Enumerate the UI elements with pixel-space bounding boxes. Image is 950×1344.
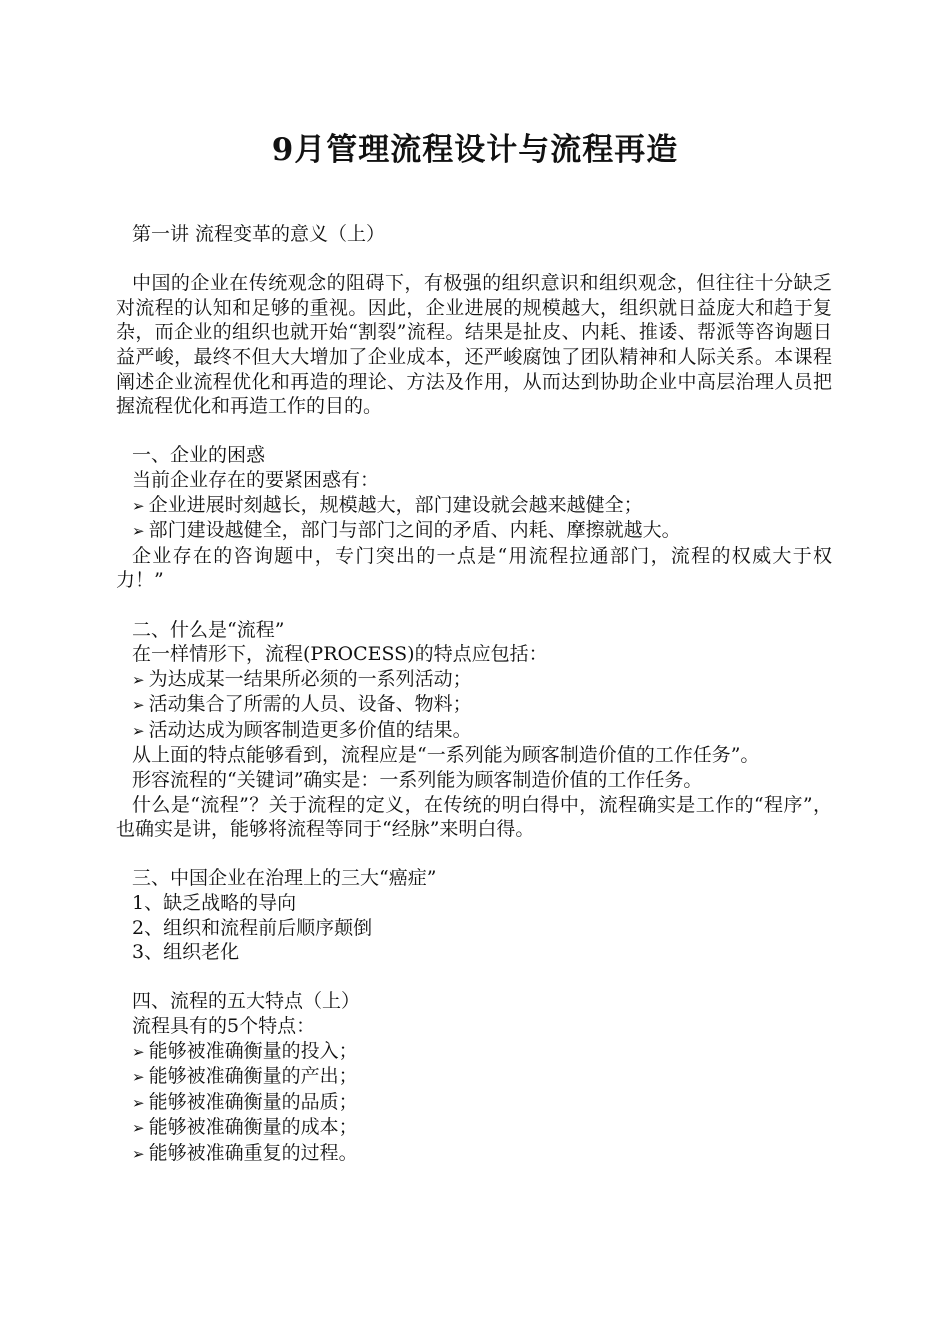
list-item: [116, 718, 832, 744]
list-item: [116, 1090, 832, 1116]
list-item: [116, 692, 832, 718]
list-item-text: 能够被准确衡量的产出；: [148, 1065, 358, 1088]
section4-heading: 四、流程的五大特点（上）: [132, 990, 361, 1013]
spacer: [116, 842, 832, 867]
section3-heading: 三、中国企业在治理上的三大“癌症”: [132, 867, 437, 890]
section2-paragraph: 什么是“流程”？关于流程的定义，在传统的明白得中，流程确实是工作的“程序”，也确实是讲，能够将流程等同于“经脉”来明白得。: [116, 793, 832, 841]
arrow-bullet-icon: ➢: [132, 1119, 145, 1138]
section4-lead: 流程具有的5个特点：: [132, 1015, 316, 1037]
spacer: [116, 419, 832, 444]
list-item: [116, 1115, 832, 1141]
list-item-text: 能够被准确重复的过程。: [148, 1141, 358, 1164]
list-item: 2、组织和流程前后顺序颠倒: [132, 916, 373, 939]
arrow-bullet-icon: ➢: [132, 1144, 145, 1163]
arrow-bullet-icon: ➢: [132, 496, 145, 515]
list-item: [116, 1064, 832, 1090]
arrow-bullet-icon: ➢: [132, 1042, 145, 1061]
document-body: [116, 222, 832, 1167]
spacer: [116, 247, 832, 272]
list-item-text: 能够被准确衡量的投入；: [148, 1039, 358, 1062]
list-item: 1、缺乏战略的导向: [132, 892, 297, 915]
intro-paragraph: 中国的企业在传统观念的阻碍下，有极强的组织意识和组织观念，但往往十分缺乏对流程的认知和足够的重视。因此，企业进展的规模越大，组织就日益庞大和趋于复杂，而企业的组织也就开始“割裂”流程。结果是扯皮、内耗、推诿、帮派等咨询题日益严峻，最终不但大大增加了企业成本，还严峻腐蚀了团队精神和人际关系。本课程阐述企业流程优化和再造的理论、方法及作用，从而达到协助企业中高层治理人员把握流程优化和再造工作的目的。: [116, 272, 832, 418]
list-item: [116, 667, 832, 693]
arrow-bullet-icon: ➢: [132, 696, 145, 715]
section1-lead: 当前企业存在的要紧困惑有：: [132, 468, 380, 491]
list-item: [116, 493, 832, 519]
list-item-text: 能够被准确衡量的成本；: [148, 1116, 358, 1139]
spacer: [116, 593, 832, 618]
list-item: [116, 518, 832, 544]
list-item: [116, 1039, 832, 1065]
section1-conclusion: 企业存在的咨询题中，专门突出的一点是“用流程拉通部门，流程的权威大于权力！”: [116, 544, 832, 592]
list-item-text: 企业进展时刻越长，规模越大，部门建设就会越来越健全；: [148, 493, 643, 516]
section2-paragraph: 从上面的特点能够看到，流程应是“一系列能为顾客制造价值的工作任务”。: [132, 744, 760, 767]
list-item: [116, 1141, 832, 1167]
document-title: 9月管理流程设计与流程再造: [271, 132, 679, 168]
section2-heading: 二、什么是“流程”: [132, 618, 285, 641]
list-item-text: 为达成某一结果所必须的一系列活动；: [148, 667, 472, 690]
spacer: [116, 965, 832, 990]
section2-lead: 在一样情形下，流程(PROCESS)的特点应包括：: [132, 643, 548, 666]
arrow-bullet-icon: ➢: [132, 1068, 145, 1087]
arrow-bullet-icon: ➢: [132, 670, 145, 689]
arrow-bullet-icon: ➢: [132, 522, 145, 541]
section2-paragraph: 形容流程的“关键词”确实是：一系列能为顾客制造价值的工作任务。: [132, 769, 703, 792]
list-item-text: 能够被准确衡量的品质；: [148, 1090, 358, 1113]
list-item-text: 活动达成为顾客制造更多价值的结果。: [148, 718, 472, 741]
section1-heading: 一、企业的困惑: [132, 444, 266, 467]
lecture-heading: 第一讲 流程变革的意义（上）: [132, 223, 386, 245]
list-item-text: 部门建设越健全，部门与部门之间的矛盾、内耗、摩擦就越大。: [148, 519, 681, 542]
arrow-bullet-icon: ➢: [132, 1093, 145, 1112]
list-item: 3、组织老化: [132, 941, 240, 964]
arrow-bullet-icon: ➢: [132, 721, 145, 740]
list-item-text: 活动集合了所需的人员、设备、物料；: [148, 693, 472, 716]
